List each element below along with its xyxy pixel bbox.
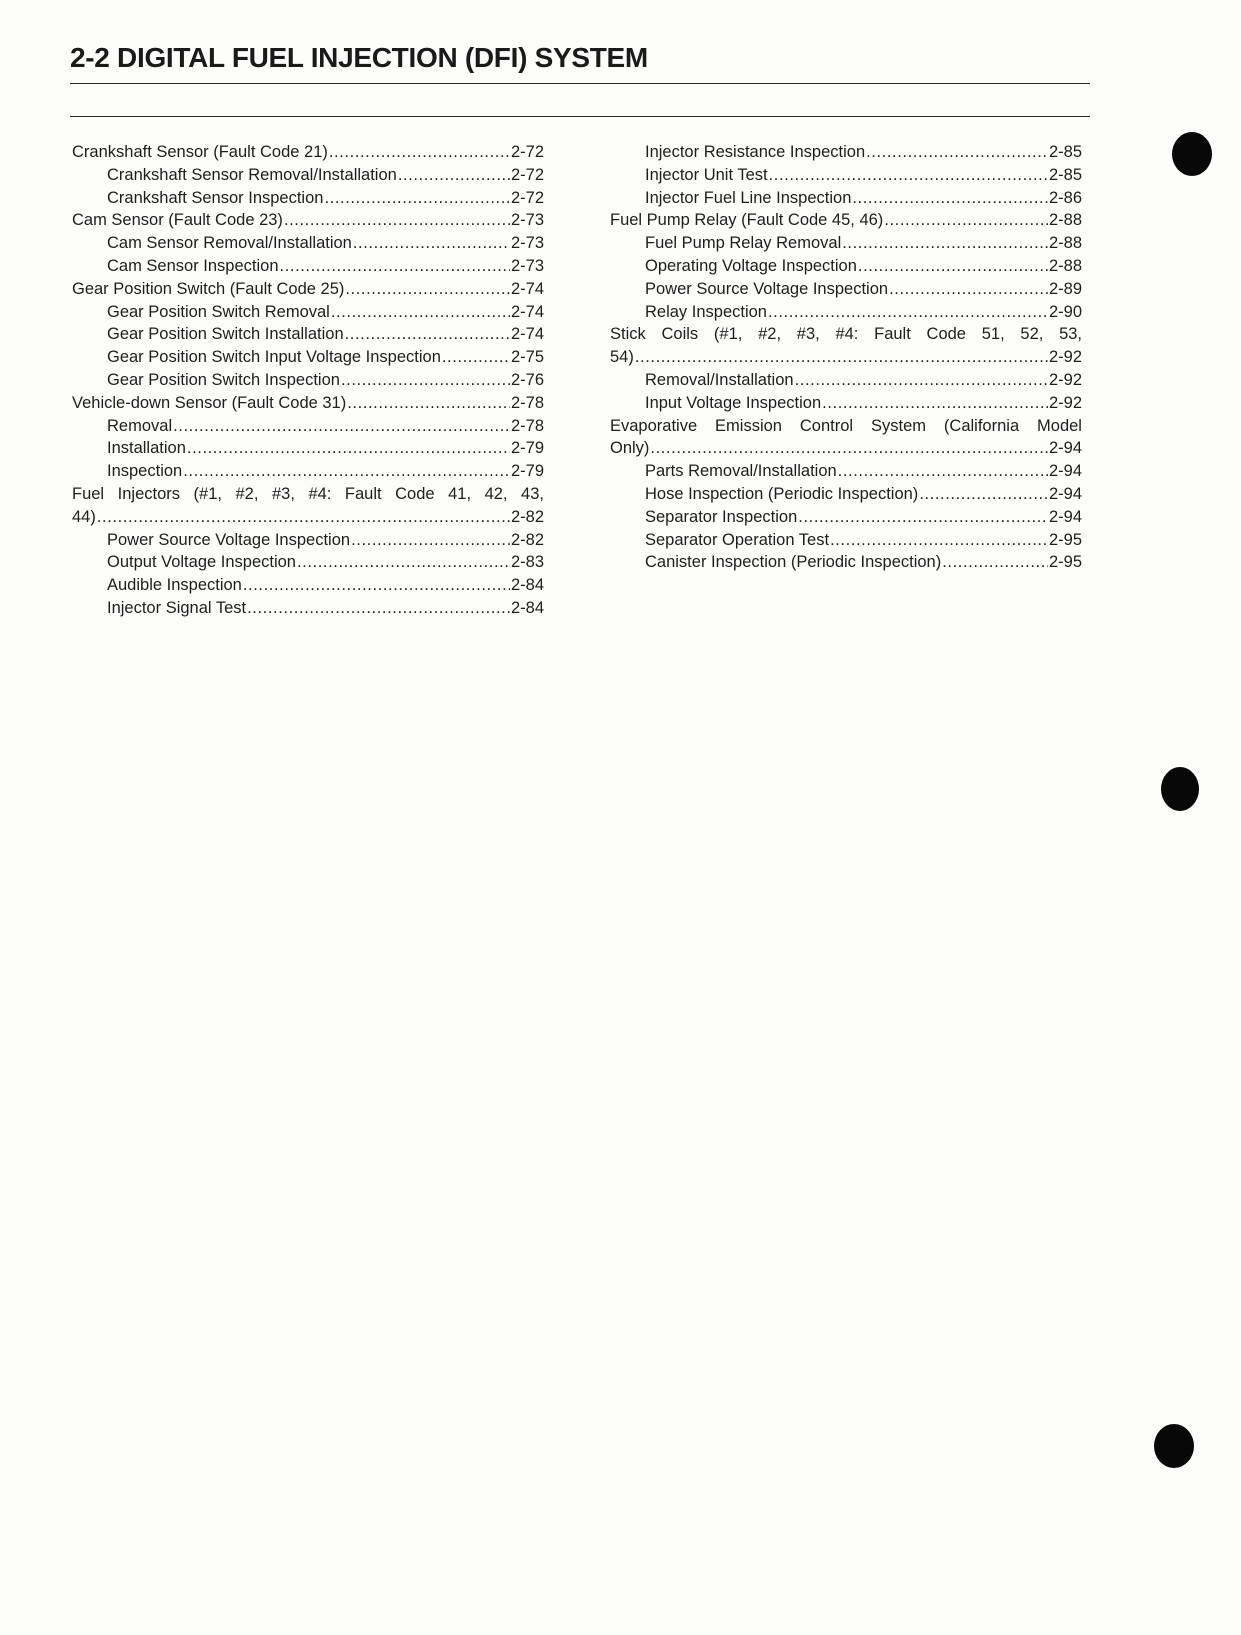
dot-leader [329,141,510,164]
dot-leader [284,209,510,232]
dot-leader [247,597,510,620]
toc-page-number: 2-95 [1048,530,1082,549]
toc-page-number: 2-74 [510,279,544,298]
dot-leader [183,460,510,483]
dot-leader [173,415,510,438]
toc-page-number: 2-83 [510,553,544,572]
toc-entry [72,437,544,460]
toc-entry [72,551,544,574]
toc-entry [72,460,544,483]
toc-entry [610,255,1082,278]
dot-leader [280,255,510,278]
toc-entry [610,506,1082,529]
toc-page-number: 2-92 [1048,393,1082,412]
dot-leader [768,301,1048,324]
dot-leader [942,551,1048,574]
toc-entry [610,278,1082,301]
page-title: 2-2 DIGITAL FUEL INJECTION (DFI) SYSTEM [70,42,648,73]
toc-page-number: 2-94 [1048,439,1082,458]
toc-entry [72,141,544,164]
toc-entry [610,392,1082,415]
dot-leader [858,255,1048,278]
toc-entry [72,301,544,324]
toc-entry [72,415,544,438]
dot-leader [297,551,510,574]
toc-entry [72,323,544,346]
toc-page-number: 2-82 [510,507,544,526]
dot-leader [795,369,1048,392]
toc-entry-title: Cam Sensor Inspection [107,256,279,275]
toc-entry-title-line: Evaporative Emission Control System (California Model [610,416,1082,435]
binder-hole-middle [1161,767,1199,811]
toc-entry [72,392,544,415]
toc-entry [72,209,544,232]
toc-entry-title: Gear Position Switch Input Voltage Inspection [107,348,441,367]
toc-entry [72,164,544,187]
toc-entry-title: Fuel Pump Relay (Fault Code 45, 46) [610,211,884,230]
toc-entry-title: Removal/Installation [645,370,794,389]
toc-right-column [610,141,1082,574]
dot-leader [838,460,1048,483]
dot-leader [842,232,1048,255]
toc-entry-title: Removal [107,416,173,435]
dot-leader [919,483,1048,506]
toc-entry-title: Relay Inspection [645,302,767,321]
toc-page-number: 2-72 [510,143,544,161]
toc-left-column [72,141,544,620]
dot-leader [351,529,510,552]
toc-entry [72,278,544,301]
toc-page-number: 2-94 [1048,462,1082,481]
dot-leader [852,187,1048,210]
dot-leader [345,323,510,346]
dot-leader [187,437,510,460]
toc-page-number: 2-89 [1048,279,1082,298]
toc-entry-title: 54) [610,348,634,367]
dot-leader [769,164,1048,187]
toc-page-number: 2-95 [1048,553,1082,572]
toc-entry [72,597,544,620]
toc-entry-title: Separator Inspection [645,507,798,526]
toc-entry [610,483,1082,506]
dot-leader [341,369,510,392]
dot-leader [353,232,510,255]
toc-entry [610,187,1082,210]
toc-entry [72,346,544,369]
toc-page-number: 2-94 [1048,507,1082,526]
toc-entry-title: Input Voltage Inspection [645,393,822,412]
toc-page-number: 2-85 [1048,165,1082,184]
toc-entry-title: Injector Signal Test [107,598,247,617]
toc-entry-title: Gear Position Switch Removal [107,302,330,321]
binder-hole-top [1172,132,1212,176]
toc-entry-title: Audible Inspection [107,576,242,595]
toc-page-number: 2-90 [1048,302,1082,321]
toc-entry-title: Injector Unit Test [645,165,768,184]
toc-entry-title: Gear Position Switch Installation [107,325,344,344]
toc-entry [610,232,1082,255]
toc-entry [610,323,1082,369]
dot-leader [798,506,1048,529]
toc-entry-title: 44) [72,507,96,526]
toc-page-number: 2-72 [510,188,544,207]
dot-leader [442,346,510,369]
dot-leader [97,506,510,529]
toc-entry-title: Inspection [107,462,183,481]
dot-leader [331,301,510,324]
toc-entry-title: Hose Inspection (Periodic Inspection) [645,484,919,503]
header-rule-top [70,83,1090,84]
toc-page-number: 2-88 [1048,234,1082,253]
dot-leader [884,209,1048,232]
toc-entry [72,529,544,552]
toc-page-number: 2-78 [510,416,544,435]
dot-leader [635,346,1048,369]
toc-entry-title: Installation [107,439,186,458]
toc-page-number: 2-72 [510,165,544,184]
toc-page-number: 2-74 [510,325,544,344]
toc-entry-title: Cam Sensor Removal/Installation [107,234,352,253]
toc-entry-title: Separator Operation Test [645,530,830,549]
toc-page-number: 2-85 [1048,143,1082,161]
toc-entry-title: Output Voltage Inspection [107,553,296,572]
toc-entry [610,369,1082,392]
toc-page-number: 2-78 [510,393,544,412]
dot-leader [398,164,510,187]
toc-entry [72,369,544,392]
toc-entry [72,255,544,278]
toc-entry-title: Vehicle-down Sensor (Fault Code 31) [72,393,347,412]
toc-page-number: 2-92 [1048,370,1082,389]
toc-page-number: 2-74 [510,302,544,321]
toc-entry-title: Gear Position Switch Inspection [107,370,340,389]
toc-page-number: 2-88 [1048,211,1082,230]
toc-entry-title: Gear Position Switch (Fault Code 25) [72,279,345,298]
header-rule-bottom [70,116,1090,117]
toc-entry-title: Crankshaft Sensor Inspection [107,188,324,207]
toc-entry [72,483,544,529]
toc-page-number: 2-76 [510,370,544,389]
dot-leader [866,141,1048,164]
toc-entry-title: Power Source Voltage Inspection [645,279,889,298]
toc-entry-title: Cam Sensor (Fault Code 23) [72,211,283,230]
toc-entry [610,141,1082,164]
toc-page-number: 2-79 [510,439,544,458]
toc-page-number: 2-86 [1048,188,1082,207]
toc-entry [610,529,1082,552]
dot-leader [345,278,510,301]
toc-page-number: 2-73 [510,211,544,230]
toc-entry-title: Power Source Voltage Inspection [107,530,351,549]
toc-page-number: 2-73 [510,256,544,275]
toc-page-number: 2-84 [510,576,544,595]
toc-entry [610,460,1082,483]
toc-page-number: 2-82 [510,530,544,549]
toc-entry [610,209,1082,232]
toc-entry [610,301,1082,324]
dot-leader [650,437,1048,460]
toc-entry-title: Canister Inspection (Periodic Inspection) [645,553,942,572]
toc-entry-title: Fuel Pump Relay Removal [645,234,842,253]
toc-entry-title: Only) [610,439,650,458]
dot-leader [324,187,510,210]
dot-leader [889,278,1048,301]
toc-entry [610,415,1082,461]
dot-leader [822,392,1048,415]
toc-entry [72,574,544,597]
toc-entry [72,232,544,255]
toc-entry-title: Parts Removal/Installation [645,462,837,481]
dot-leader [243,574,510,597]
toc-page-number: 2-79 [510,462,544,481]
toc-entry [72,187,544,210]
toc-page-number: 2-88 [1048,256,1082,275]
dot-leader [347,392,510,415]
toc-entry-title: Injector Resistance Inspection [645,143,866,161]
toc-page-number: 2-73 [510,234,544,253]
dot-leader [830,529,1048,552]
toc-entry-title-line: Stick Coils (#1, #2, #3, #4: Fault Code 51, 52, 53, [610,325,1082,344]
toc-page-number: 2-75 [510,348,544,367]
toc-page-number: 2-94 [1048,484,1082,503]
binder-hole-bottom [1154,1424,1194,1468]
toc-entry [610,164,1082,187]
toc-entry-title-line: Fuel Injectors (#1, #2, #3, #4: Fault Code 41, 42, 43, [72,484,544,503]
toc-entry [610,551,1082,574]
toc-page-number: 2-84 [510,598,544,617]
toc-page-number: 2-92 [1048,348,1082,367]
toc-entry-title: Injector Fuel Line Inspection [645,188,852,207]
toc-entry-title: Crankshaft Sensor Removal/Installation [107,165,397,184]
toc-entry-title: Operating Voltage Inspection [645,256,857,275]
toc-entry-title: Crankshaft Sensor (Fault Code 21) [72,143,328,161]
